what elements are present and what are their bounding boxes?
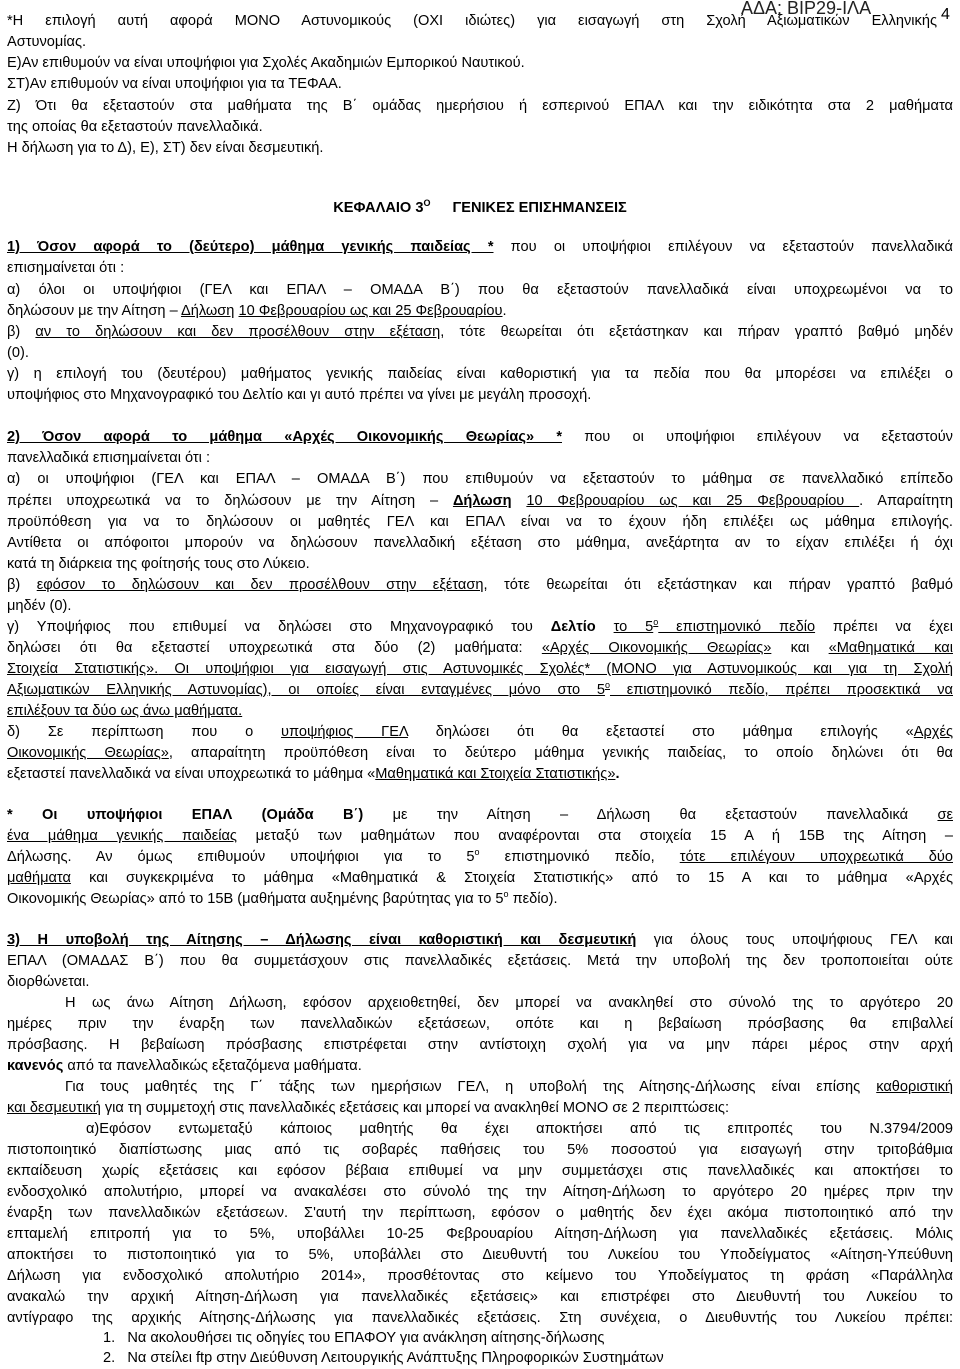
s2-line-1: 2) Όσον αφορά το μάθημα «Αρχές Οικονομικής Θεωρίας» * που οι υποψήφιοι επιλέγουν να εξεταστούν xyxy=(7,429,953,445)
s3-line-19: αντίγραφο της αρχικής Αίτησης-Δήλωσης για πανελλαδικές εξετάσεις. Στη συνέχεια, ο Διευθυντής του Λυκείου πρέπει: xyxy=(7,1310,953,1326)
s3-line-8: Για τους μαθητές της Γ΄ τάξης των ημερήσιων ΓΕΛ, η υποβολή της Αίτησης-Δήλωσης είναι επίσης καθοριστική xyxy=(65,1079,953,1095)
intro-line-1: *Η επιλογή αυτή αφορά ΜΟΝΟ Αστυνομικούς (ΟΧΙ ιδιώτες) για εισαγωγή στη Σχολή Αξιωματικών Ελληνικής xyxy=(7,13,937,29)
s1-line-1: 1) Όσον αφορά το (δεύτερο) μάθημα γενικής παιδείας * που οι υποψήφιοι επιλέγουν να εξεταστούν πανελλαδικά xyxy=(7,239,953,255)
ada-code: ΑΔΑ: ΒΙΡ29-ΙΛΑ xyxy=(741,0,872,18)
intro-line-6: της οποίας θα εξεταστούν πανελλαδικά. xyxy=(7,119,263,135)
s1-line-7: γ) η επιλογή του (δευτέρου) μαθήματος γενικής παιδείας είναι καθοριστική για τα πεδία που θα μπορέσει να επιλέξει ο xyxy=(7,366,953,382)
s3-line-9: και δεσμευτική για τη συμμετοχή στις πανελλαδικές εξετάσεις και μπορεί να ανακληθεί ΜΟΝΟ σε 2 περιπτώσεις: xyxy=(7,1100,730,1116)
s2-line-9: μηδέν (0). xyxy=(7,598,72,614)
s2-line-8: β) εφόσον το δηλώσουν και δεν προσέλθουν στην εξέταση, τότε θεωρείται ότι εξετάστηκαν και πήραν γραπτό βαθμό xyxy=(7,577,954,593)
epal-line-2: ένα μάθημα γενικής παιδείας μεταξύ των μαθημάτων που αναφέρονται στα στοιχεία 15 Α ή 15Β της Αίτηση – xyxy=(7,828,953,844)
intro-line-5: Ζ) Ότι θα εξεταστούν στα μαθήματα της Β΄ ομάδας ημερήσιου ή εσπερινού ΕΠΑΛ και την ειδικότητα στα 2 μαθήματα xyxy=(7,98,953,114)
s3-line-1: 3) Η υποβολή της Αίτησης – Δήλωσης είναι καθοριστική και δεσμευτική για όλους τους υποψήφιους ΓΕΛ και xyxy=(7,932,953,948)
s3-line-7: κανενός από τα πανελλαδικώς εξεταζόμενα μαθήματα. xyxy=(7,1058,362,1074)
s2-line-2: πανελλαδικά επισημαίνεται ότι : xyxy=(7,450,211,466)
s3-line-16: αποκτήσει το πιστοποιητικό για το 5%, υποβάλλει στο Διευθυντή του Λυκείου του Υποδείγματος «Αίτηση-Υπεύθυνη xyxy=(7,1247,953,1263)
epal-line-4: μαθήματα και συγκεκριμένα το μάθημα «Μαθηματικά & Στοιχεία Στατιστικής» από το 15 Α και το μάθημα «Αρχές xyxy=(7,870,953,886)
chapter-title-suffix: ΓΕΝΙΚΕΣ ΕΠΙΣΗΜΑΝΣΕΙΣ xyxy=(452,200,627,216)
s3-line-18: ανακαλώ την αρχική Αίτηση-Δήλωση για πανελλαδικές εξετάσεις» και επιστρέφει στο Διευθυντή του Λυκείου το xyxy=(7,1289,953,1305)
chapter-title-prefix: ΚΕΦΑΛΑΙΟ 3 xyxy=(333,200,424,216)
s2-line-6: Αντίθετα οι απόφοιτοι μπορούν να δηλώσουν πανελλαδική εξέταση στο μάθημα, ανεξάρτητα αν το είχαν επιλέξει ή όχι xyxy=(7,535,953,551)
s3-line-15: επταμελή επιτροπή για το 5%, υποβάλλει 10-25 Φεβρουαρίου Αίτηση-Δήλωση για πανελλαδικές εξετάσεις. Μόλις xyxy=(7,1226,953,1242)
s1-line-3: α) όλοι οι υποψήφιοι (ΓΕΛ και ΕΠΑΛ – ΟΜΑΔΑ Β΄) που θα εξεταστούν πανελλαδικά είναι υποχρεωμένοι να το xyxy=(7,282,953,298)
s2-line-5: προϋπόθεση για να το δηλώσουν οι μαθητές ΓΕΛ και ΕΠΑΛ είναι να το έχουν ήδη επιλέξει ως μάθημα επιλογής. xyxy=(7,514,953,530)
s1-line-6: (0). xyxy=(7,345,29,361)
s3-line-12: εκπαίδευση χωρίς εξετάσεις και εφόσον βέβαια επιθυμεί να μην συμμετάσχει στις πανελλαδικές και αποκτήσει το xyxy=(7,1163,953,1179)
s2-line-4: πρέπει υποχρεωτικά να το δηλώσουν με την Αίτηση – Δήλωση 10 Φεβρουαρίου ως και 25 Φεβρουαρίου . Απαραίτητη xyxy=(7,493,953,509)
s3-line-3: διορθώνεται. xyxy=(7,974,90,990)
intro-line-7: Η δήλωση για το Δ), Ε), ΣΤ) δεν είναι δεσμευτική. xyxy=(7,140,324,156)
epal-line-3: Δήλωσης. Αν όμως επιθυμούν υποψήφιοι για το $5^o$ επιστημονικό πεδίο, τότε επιλέγουν υποχρεωτικά δύο xyxy=(7,847,953,865)
s2-line-11: δηλώσει ότι θα εξεταστεί υποχρεωτικά στα δύο (2) μαθήματα: «Αρχές Οικονομικής Θεωρίας» και «Μαθηματικά και xyxy=(7,640,953,656)
list-item: 2. Να στείλει ftp στην Διεύθυνση Λειτουργικής Ανάπτυξης Πληροφορικών Συστημάτων xyxy=(103,1350,664,1366)
s3-line-10: α)Εφόσον εντωμεταξύ κάποιος μαθητής θα έχει αποκτήσει από τις επιτροπές του Ν.3794/2009 xyxy=(86,1121,953,1137)
page-number: 4 xyxy=(941,6,950,23)
s2-line-16: Οικονομικής Θεωρίας», απαραίτητη προϋπόθεση είναι το δεύτερο μάθημα γενικής παιδείας, το οποίο δηλώνει ότι θα xyxy=(7,745,953,761)
s1-line-8: υποψήφιος στο Μηχανογραφικό του Δελτίο και γι αυτό πρέπει να γίνει με μεγάλη προσοχή. xyxy=(7,387,592,403)
s3-line-14: έναρξη των πανελλαδικών εξετάσεων. Σ'αυτή την περίπτωση, εφόσον ο μαθητής δεν έχει ακόμα πιστοποιητικό από την xyxy=(7,1205,953,1221)
s1-line-2: επισημαίνεται ότι : xyxy=(7,260,125,276)
s3-line-6: πρόσβασης. Η βεβαίωση πρόσβασης επιστρέφεται στην αντίστοιχη σχολή για να μην πάρει μέρος στην αρχή xyxy=(7,1037,953,1053)
s3-line-13: ενδοσχολικό απολυτήριο, μπορεί να ανακαλέσει στο σύνολό της την Αίτηση-Δήλωση το αργότερο 20 ημέρες πριν την xyxy=(7,1184,953,1200)
s2-line-14: επιλέξουν τα δύο ως άνω μαθήματα. xyxy=(7,703,243,719)
s2-line-12: Στοιχεία Στατιστικής». Οι υποψήφιοι για εισαγωγή στις Αστυνομικές Σχολές* (ΜΟΝΟ για Αστυνομικούς και για τη Σχολή xyxy=(7,661,953,677)
s2-line-7: κατά τη διάρκεια της φοίτησής τους στο Λύκειο. xyxy=(7,556,310,572)
s3-line-2: ΕΠΑΛ (ΟΜΑΔΑΣ Β΄) που θα συμμετάσχουν στις πανελλαδικές εξετάσεις. Μετά την υποβολή της δεν τροποποιείται ούτε xyxy=(7,953,953,969)
s2-line-13: Αξιωματικών Ελληνικής Αστυνομίας), οι οποίες είναι ενταγμένες μόνο στο $5^o$ επιστημονικό πεδίο, πρέπει προσεκτικά να xyxy=(7,680,953,698)
s2-line-17: εξεταστεί πανελλαδικά να είναι υποχρεωτικά το μάθημα «Μαθηματικά και Στοιχεία Στατιστικής». xyxy=(7,766,620,782)
s1-line-4: δηλώσουν με την Αίτηση – Δήλωση 10 Φεβρουαρίου ως και 25 Φεβρουαρίου. xyxy=(7,303,507,319)
intro-line-3: Ε)Αν επιθυμούν να είναι υποψήφιοι για Σχολές Ακαδημιών Εμπορικού Ναυτικού. xyxy=(7,55,525,71)
s3-line-11: πιστοποιητικό διαπίστωσης μιας από τις σοβαρές παθήσεις του 5% ποσοστού για εισαγωγή στην τριτοβάθμια xyxy=(7,1142,953,1158)
s1-line-5: β) αν το δηλώσουν και δεν προσέλθουν στην εξέταση, τότε θεωρείται ότι εξετάστηκαν και πήραν γραπτό βαθμό μηδέν xyxy=(7,324,953,340)
intro-line-4: ΣΤ)Αν επιθυμούν να είναι υποψήφιοι για τα ΤΕΦΑΑ. xyxy=(7,76,342,92)
chapter-title-sup: Ο xyxy=(423,198,431,208)
chapter-heading xyxy=(0,198,960,219)
s2-line-15: δ) Σε περίπτωση που ο υποψήφιος ΓΕΛ δηλώσει ότι θα εξεταστεί στο μάθημα επιλογής «Αρχές xyxy=(7,724,953,740)
s3-line-4: Η ως άνω Αίτηση Δήλωση, εφόσον αρχειοθετηθεί, δεν μπορεί να ανακληθεί στο σύνολό της το αργότερο 20 xyxy=(65,995,953,1011)
s2-line-3: α) οι υποψήφιοι (ΓΕΛ και ΕΠΑΛ – ΟΜΑΔΑ Β΄) που επιθυμούν να εξεταστούν το μάθημα σε πανελλαδικό επίπεδο xyxy=(7,471,953,487)
s2-line-10: γ) Υποψήφιος που επιθυμεί να δηλώσει στο Μηχανογραφικό του Δελτίο το $5^o$ επιστημονικό πεδίο πρέπει να έχει xyxy=(7,617,953,635)
intro-line-2: Αστυνομίας. xyxy=(7,34,87,50)
s3-line-17: Δήλωση για ενδοσχολικό απολυτήριο 2014», προσθέτοντας στο κείμενο του Υποδείγματος τη φράση «Παράλληλα xyxy=(7,1268,953,1284)
epal-line-1: * Οι υποψήφιοι ΕΠΑΛ (Ομάδα Β΄) με την Αίτηση – Δήλωση θα εξεταστούν πανελλαδικά σε xyxy=(7,807,953,823)
s3-line-5: ημέρες πριν την έναρξη των πανελλαδικών εξετάσεων, οπότε και η βεβαίωση πρόσβασης θα επιβαλλεί xyxy=(7,1016,953,1032)
list-item: 1. Να ακολουθήσει τις οδηγίες του ΕΠΑΦΟΥ για ανάκληση αίτησης-δήλωσης xyxy=(103,1330,605,1346)
epal-line-5: Οικονομικής Θεωρίας» από το 15Β (μαθήματα αυξημένης βαρύτητας για το $5^o$ πεδίο). xyxy=(7,889,558,907)
